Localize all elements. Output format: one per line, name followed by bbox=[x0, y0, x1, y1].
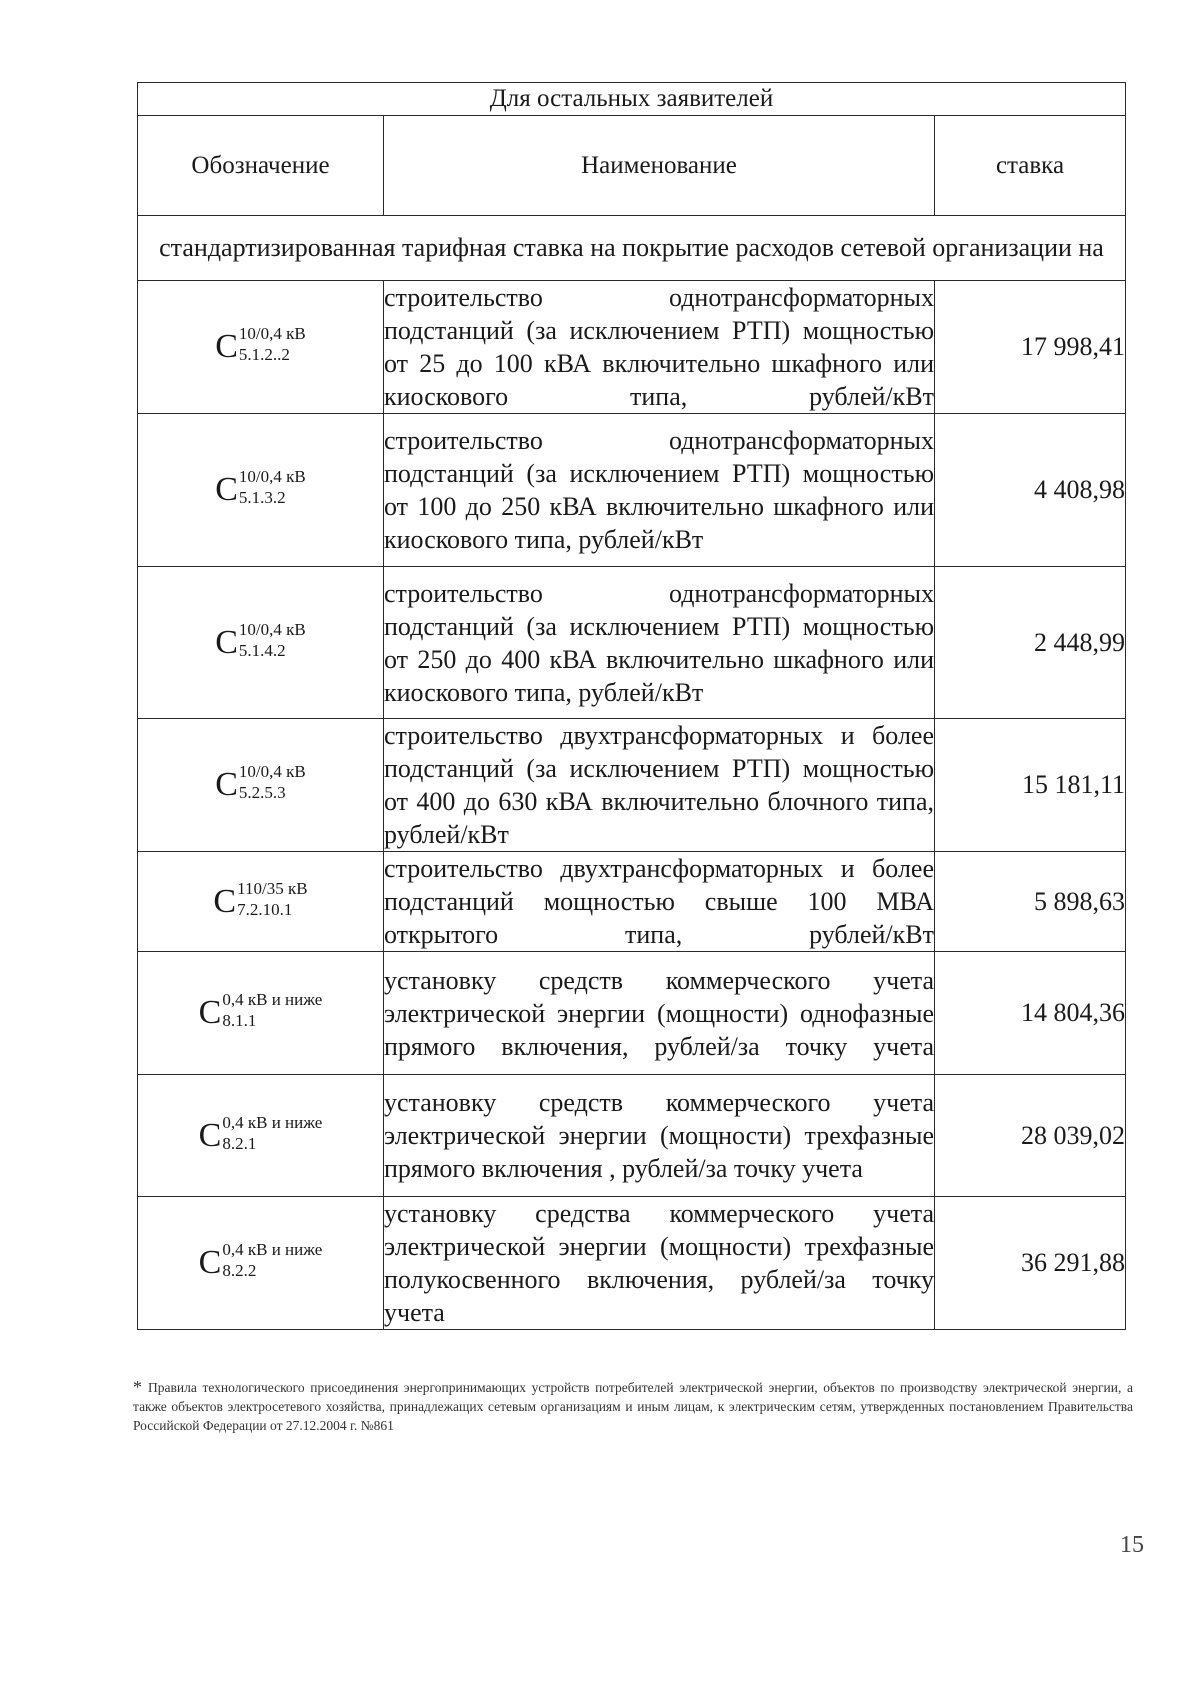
table-subheader: стандартизированная тарифная ставка на покрытие расходов сетевой организации на bbox=[138, 216, 1126, 281]
tariff-description: строительство однотрансформаторных подстанций (за исключением РТП) мощностью от 25 до 100 кВА включительно шкафного или киоскового типа, рублей/кВт bbox=[384, 281, 935, 414]
tariff-code-cell bbox=[138, 952, 384, 1075]
table-title-row bbox=[138, 83, 1126, 116]
footnote-marker: * bbox=[133, 1377, 142, 1397]
table-row bbox=[138, 852, 1126, 952]
tariff-description: строительство однотрансформаторных подстанций (за исключением РТП) мощностью от 250 до 400 кВА включительно шкафного или киоскового типа, рублей/кВт bbox=[384, 567, 935, 719]
tariff-symbol bbox=[215, 619, 306, 662]
footnote-text: Правила технологического присоединения энергопринимающих устройств потребителей электрической энергии, объектов по производству электрической энергии, а также объектов электросетевого хозяйства, принадлежащих сетевым организациям и иным лицам, к электрическим сетям, утвержденных постановлением Правительства Российской Федерации от 27.12.2004 г. №861 bbox=[133, 1380, 1133, 1433]
symbol-letter: C bbox=[215, 623, 238, 661]
symbol-superscript: 110/35 кВ bbox=[237, 878, 308, 898]
symbol-subscript: 5.2.5.3 bbox=[238, 783, 286, 802]
symbol-letter: C bbox=[198, 1116, 222, 1154]
tariff-description: строительство двухтрансформаторных и более подстанций (за исключением РТП) мощностью от 400 до 630 кВА включительно блочного типа, рублей/кВт bbox=[384, 719, 935, 852]
footnote bbox=[133, 1378, 1133, 1435]
symbol-superscript: 10/0,4 кВ bbox=[238, 619, 306, 639]
table-row bbox=[138, 1197, 1126, 1330]
tariff-description: установку средств коммерческого учета электрической энергии (мощности) трехфазные прямого включения , рублей/за точку учета bbox=[384, 1075, 935, 1197]
symbol-letter: C bbox=[198, 1244, 222, 1281]
subheader-row bbox=[138, 216, 1126, 281]
column-header-row bbox=[138, 116, 1126, 216]
symbol-superscript: 10/0,4 кВ bbox=[238, 467, 306, 486]
symbol-letter: C bbox=[215, 471, 238, 508]
table-title: Для остальных заявителей bbox=[138, 83, 1126, 116]
tariff-code-cell bbox=[138, 719, 384, 852]
symbol-subscript: 5.1.3.2 bbox=[238, 488, 286, 507]
symbol-superscript: 0,4 кВ и ниже bbox=[222, 990, 323, 1009]
symbol-letter: C bbox=[213, 882, 237, 920]
tariff-rate: 5 898,63 bbox=[935, 852, 1126, 952]
tariff-symbol bbox=[198, 990, 323, 1032]
tariff-table bbox=[137, 82, 1126, 1330]
tariff-code-cell bbox=[138, 567, 384, 719]
table-row bbox=[138, 719, 1126, 852]
tariff-symbol bbox=[198, 1112, 323, 1155]
symbol-subscript: 8.1.1 bbox=[222, 1011, 257, 1030]
table-row bbox=[138, 281, 1126, 414]
column-header-name: Наименование bbox=[384, 116, 935, 216]
tariff-rate: 28 039,02 bbox=[935, 1075, 1126, 1197]
table-row bbox=[138, 567, 1126, 719]
tariff-code-cell bbox=[138, 1075, 384, 1197]
tariff-symbol bbox=[215, 467, 306, 509]
table-row bbox=[138, 952, 1126, 1075]
tariff-rate: 4 408,98 bbox=[935, 414, 1126, 567]
symbol-letter: C bbox=[198, 994, 222, 1031]
tariff-code-cell bbox=[138, 1197, 384, 1330]
tariff-description: строительство двухтрансформаторных и более подстанций мощностью свыше 100 МВА открытого типа, рублей/кВт bbox=[384, 852, 935, 952]
tariff-rate: 14 804,36 bbox=[935, 952, 1126, 1075]
tariff-symbol bbox=[198, 1240, 323, 1282]
tariff-rate: 15 181,11 bbox=[935, 719, 1126, 852]
tariff-symbol bbox=[215, 324, 306, 366]
tariff-rate: 2 448,99 bbox=[935, 567, 1126, 719]
tariff-symbol bbox=[213, 878, 308, 921]
tariff-rate: 17 998,41 bbox=[935, 281, 1126, 414]
tariff-description: установку средства коммерческого учета электрической энергии (мощности) трехфазные полукосвенного включения, рублей/за точку учета bbox=[384, 1197, 935, 1330]
column-header-code: Обозначение bbox=[138, 116, 384, 216]
tariff-description: строительство однотрансформаторных подстанций (за исключением РТП) мощностью от 100 до 250 кВА включительно шкафного или киоскового типа, рублей/кВт bbox=[384, 414, 935, 567]
symbol-letter: C bbox=[215, 328, 238, 365]
tariff-description: установку средств коммерческого учета электрической энергии (мощности) однофазные прямого включения, рублей/за точку учета bbox=[384, 952, 935, 1075]
column-header-rate: ставка bbox=[935, 116, 1126, 216]
symbol-subscript: 7.2.10.1 bbox=[237, 899, 293, 919]
table-row bbox=[138, 414, 1126, 567]
symbol-letter: C bbox=[215, 766, 238, 803]
tariff-code-cell bbox=[138, 414, 384, 567]
table-row bbox=[138, 1075, 1126, 1197]
tariff-rate: 36 291,88 bbox=[935, 1197, 1126, 1330]
symbol-subscript: 8.2.2 bbox=[222, 1261, 257, 1280]
tariff-code-cell bbox=[138, 281, 384, 414]
tariff-code-cell bbox=[138, 852, 384, 952]
symbol-superscript: 0,4 кВ и ниже bbox=[222, 1240, 323, 1259]
symbol-superscript: 10/0,4 кВ bbox=[238, 324, 306, 343]
tariff-symbol bbox=[215, 762, 306, 804]
symbol-subscript: 5.1.2..2 bbox=[238, 345, 290, 364]
symbol-subscript: 8.2.1 bbox=[222, 1133, 257, 1153]
symbol-superscript: 0,4 кВ и ниже bbox=[222, 1112, 323, 1132]
page-number: 15 bbox=[1120, 1532, 1144, 1558]
symbol-superscript: 10/0,4 кВ bbox=[238, 762, 306, 781]
symbol-subscript: 5.1.4.2 bbox=[238, 640, 286, 660]
